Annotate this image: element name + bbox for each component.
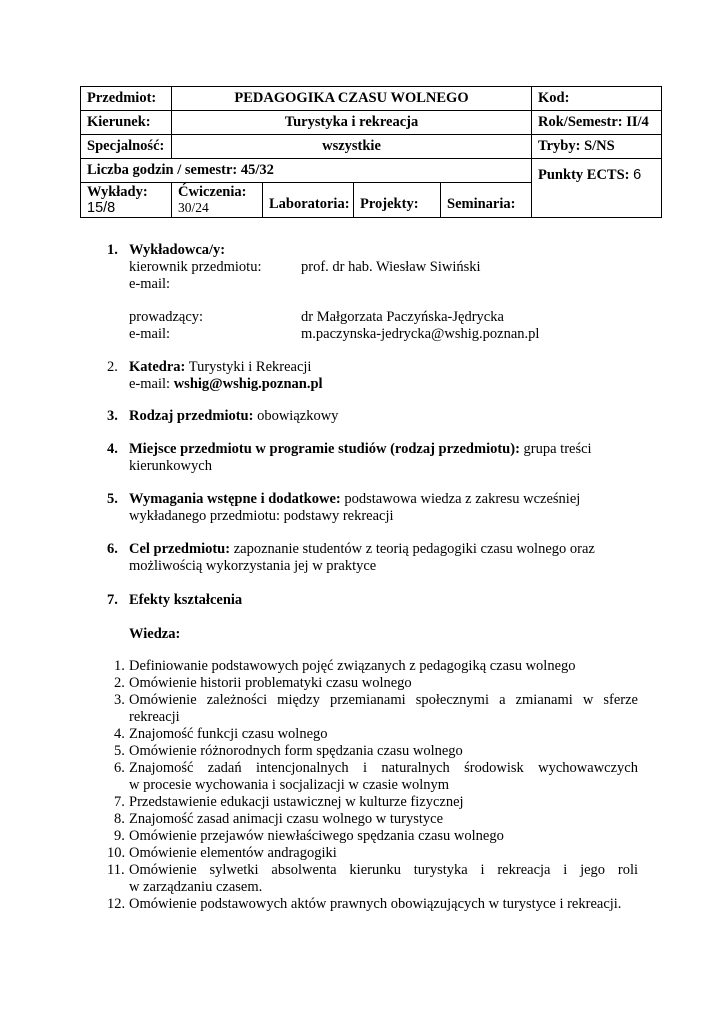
s3-num: 3. [107,408,118,424]
s7-title: Efekty kształcenia [129,592,243,608]
wyklady-cell [81,183,172,218]
wiedza-item-text: w zarządzaniu czasem. [129,879,263,895]
email1-label: e-mail: [129,276,171,292]
s2-email-label: e-mail: [129,376,171,392]
wiedza-item-num: 7. [114,794,125,810]
wiedza-item-text: Znajomość zasad animacji czasu wolnego w turystyce [129,811,444,827]
s4-line [129,441,592,458]
email2-value: m.paczynska-jedrycka@wshig.poznan.pl [301,326,540,342]
specjalnosc-label: Specjalność: [81,135,172,159]
s6-value-1: zapoznanie studentów z teorią pedagogiki czasu wolnego oraz [233,541,595,557]
wiedza-item-text: w procesie wychowania i socjalizacji w czasie wolnym [129,777,450,793]
przedmiot-label: Przedmiot: [81,87,172,111]
cwiczenia-cell [172,183,263,218]
wiedza-item-text: Znajomość funkcji czasu wolnego [129,726,328,742]
s5-value-2: wykładanego przedmiotu: podstawy rekreacji [129,508,394,524]
wiedza-item-text: Omówienie różnorodnych form spędzania czasu wolnego [129,743,463,759]
tryby: Tryby: S/NS [532,135,662,159]
s6-title: Cel przedmiotu: [129,541,231,557]
wiedza-item-text: Znajomość zadań intencjonalnych i naturalnych środowisk wychowawczych [129,760,638,776]
punkty-ects [532,159,662,218]
wiedza-item-num: 5. [114,743,125,759]
s5-line [129,491,580,508]
s5-num: 5. [107,491,118,507]
punkty-ects-label: Punkty ECTS: [538,167,630,183]
wyklady-value: 15/8 [87,200,116,216]
s2-num: 2. [107,359,118,375]
wiedza-item-num: 11. [107,862,125,878]
wiedza-item-num: 10. [107,845,126,861]
cwiczenia-label: Ćwiczenia: [178,184,247,200]
projekty-label: Projekty: [354,183,441,218]
s4-value-1: grupa treści [523,441,592,457]
s1-num: 1. [107,242,118,258]
kierunek-label: Kierunek: [81,111,172,135]
wiedza-item-num: 6. [114,760,125,776]
przedmiot-value: PEDAGOGIKA CZASU WOLNEGO [172,87,532,111]
wiedza-item-num: 3. [114,692,125,708]
wiedza-item-text: Omówienie podstawowych aktów prawnych obowiązujących w turystyce i rekreacji. [129,896,622,912]
wiedza-item-num: 1. [114,658,125,674]
wiedza-item-num: 12. [107,896,126,912]
s3-value: obowiązkowy [257,408,339,424]
wiedza-item-text: rekreacji [129,709,180,725]
s7-num: 7. [107,592,118,608]
wiedza-item-text: Omówienie przejawów niewłaściwego spędzania czasu wolnego [129,828,504,844]
prowadzacy-value: dr Małgorzata Paczyńska-Jędrycka [301,309,504,325]
s5-title: Wymagania wstępne i dodatkowe: [129,491,341,507]
s6-line [129,541,595,558]
kierownik-label: kierownik przedmiotu: [129,259,262,275]
s5-value-1: podstawowa wiedza z zakresu wcześniej [344,491,581,507]
course-info-table [80,86,662,218]
s6-value-2: możliwością wykorzystania jej w praktyce [129,558,377,574]
s2-value: Turystyki i Rekreacji [188,359,312,375]
wiedza-item-text: Definiowanie podstawowych pojęć związanych z pedagogiką czasu wolnego [129,658,576,674]
s3-line [129,408,338,425]
s3-title: Rodzaj przedmiotu: [129,408,254,424]
prowadzacy-label: prowadzący: [129,309,204,325]
s6-num: 6. [107,541,118,557]
wiedza-heading: Wiedza: [129,626,181,642]
s2-line [129,359,311,376]
s1-title: Wykładowca/y: [129,242,226,258]
kod-label: Kod: [532,87,662,111]
email2-label: e-mail: [129,326,171,342]
s2-email-line [129,376,323,393]
s4-value-2: kierunkowych [129,458,212,474]
s2-email-value: wshig@wshig.poznan.pl [173,376,323,392]
wiedza-item-text: Omówienie elementów andragogiki [129,845,337,861]
wiedza-item-num: 2. [114,675,125,691]
wiedza-item-text: Omówienie historii problematyki czasu wolnego [129,675,412,691]
wiedza-item-text: Omówienie zależności między przemianami społecznymi a zmianami w sferze [129,692,638,708]
s2-title: Katedra: [129,359,186,375]
liczba-godzin: Liczba godzin / semestr: 45/32 [81,159,532,183]
punkty-ects-value: 6 [633,167,642,183]
wiedza-item-num: 9. [114,828,125,844]
s4-title: Miejsce przedmiotu w programie studiów (rodzaj przedmiotu): [129,441,520,457]
wiedza-item-text: Przedstawienie edukacji ustawicznej w kulturze fizycznej [129,794,464,810]
cwiczenia-value: 30/24 [178,200,209,215]
rok-semestr: Rok/Semestr: II/4 [532,111,662,135]
kierownik-value: prof. dr hab. Wiesław Siwiński [301,259,481,275]
seminaria-label: Seminaria: [441,183,532,218]
wiedza-item-text: Omówienie sylwetki absolwenta kierunku turystyka i rekreacja i jego roli [129,862,638,878]
wyklady-label: Wykłady: [87,184,148,200]
kierunek-value: Turystyka i rekreacja [172,111,532,135]
laboratoria-label: Laboratoria: [263,183,354,218]
wiedza-item-num: 4. [114,726,125,742]
s4-num: 4. [107,441,118,457]
wiedza-item-num: 8. [114,811,125,827]
specjalnosc-value: wszystkie [172,135,532,159]
